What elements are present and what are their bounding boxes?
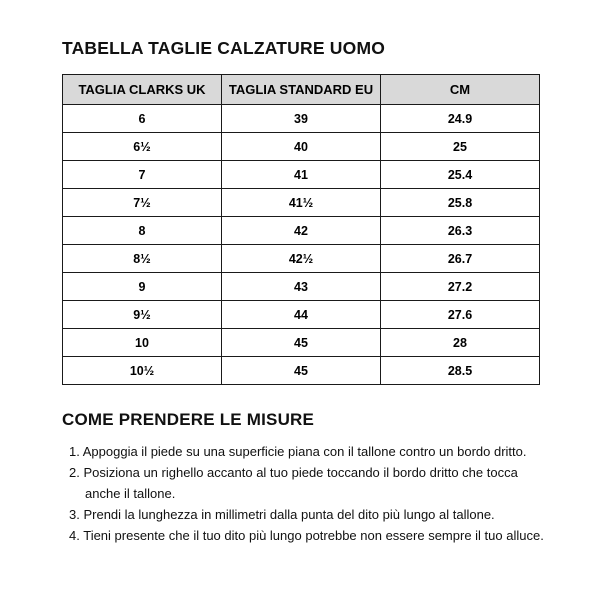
size-table-cell: 26.3 [381,217,540,245]
size-table-header-cell: CM [381,75,540,105]
instruction-item: Tieni presente che il tuo dito più lungo potrebbe non essere sempre il tuo alluce. [83,528,544,543]
size-table-row [63,273,540,301]
size-table-cell: 40 [222,133,381,161]
size-table-cell: 9 [63,273,222,301]
instruction-item: Appoggia il piede su una superficie piana con il tallone contro un bordo dritto. [82,444,527,459]
size-table-cell: 45 [222,357,381,385]
size-table-cell: 39 [222,105,381,133]
size-table-row [63,301,540,329]
size-table-row [63,357,540,385]
measure-instructions-list [62,441,545,546]
size-table-cell: 24.9 [381,105,540,133]
size-table-header-cell: TAGLIA STANDARD EU [222,75,381,105]
size-table-row [63,245,540,273]
size-table-cell: 27.2 [381,273,540,301]
size-table-cell: 43 [222,273,381,301]
instruction-item: Prendi la lunghezza in millimetri dalla punta del dito più lungo al tallone. [83,507,495,522]
size-table-cell: 6½ [63,133,222,161]
size-table-cell: 25 [381,133,540,161]
size-table-cell: 25.8 [381,189,540,217]
size-table-cell: 7 [63,161,222,189]
size-table-cell: 8½ [63,245,222,273]
size-table-cell: 41½ [222,189,381,217]
size-table-head [63,75,540,105]
page-title: TABELLA TAGLIE CALZATURE UOMO [62,38,386,58]
instruction-item: Posiziona un righello accanto al tuo piede toccando il bordo dritto che tocca anche il tallone. [83,465,518,501]
size-table-cell: 41 [222,161,381,189]
size-table-row [63,217,540,245]
size-table-header-cell: TAGLIA CLARKS UK [63,75,222,105]
size-table-cell: 28 [381,329,540,357]
size-table-cell: 8 [63,217,222,245]
size-table-row [63,105,540,133]
size-table-cell: 42½ [222,245,381,273]
size-table-header-row [63,75,540,105]
size-table-row [63,329,540,357]
instructions-heading: COME PRENDERE LE MISURE [62,410,315,429]
size-table-cell: 45 [222,329,381,357]
size-table-cell: 7½ [63,189,222,217]
size-table-cell: 9½ [63,301,222,329]
size-table-cell: 44 [222,301,381,329]
size-table-row [63,133,540,161]
size-table-row [63,161,540,189]
size-table-body [63,105,540,385]
size-table-cell: 25.4 [381,161,540,189]
size-table [62,74,540,385]
size-table-cell: 42 [222,217,381,245]
size-table-row [63,189,540,217]
size-table-cell: 27.6 [381,301,540,329]
size-table-cell: 10 [63,329,222,357]
size-table-cell: 6 [63,105,222,133]
size-table-cell: 28.5 [381,357,540,385]
size-table-cell: 26.7 [381,245,540,273]
size-table-cell: 10½ [63,357,222,385]
